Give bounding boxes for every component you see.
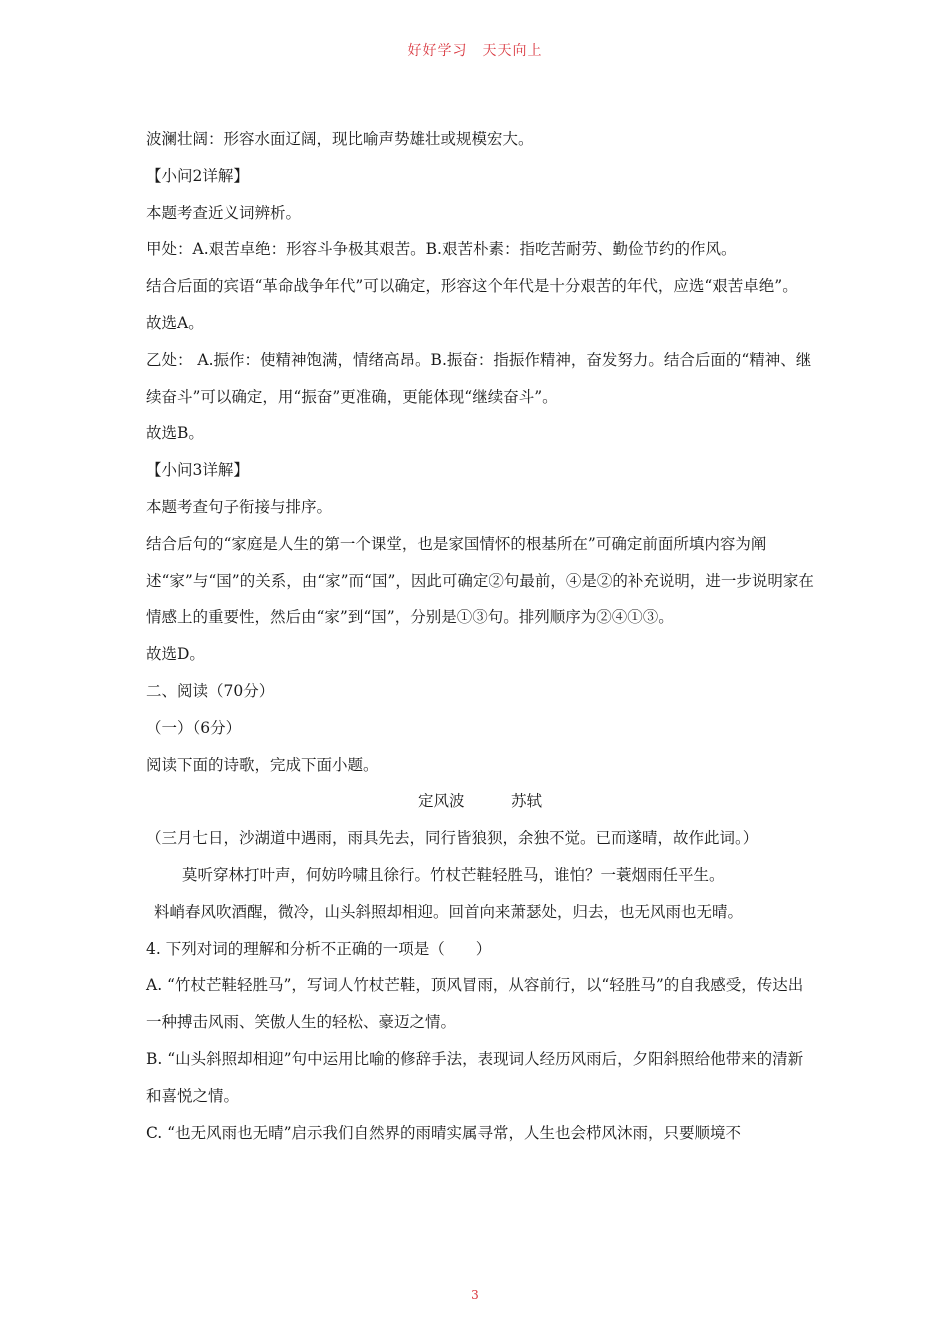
poem-title: 定风波 苏轼 bbox=[417, 792, 542, 811]
question-stem: 4. 下列对词的理解和分析不正确的一项是（ ） bbox=[146, 939, 492, 958]
poem-preface: （三月七日，沙湖道中遇雨，雨具先去，同行皆狼狈，余独不觉。已而遂晴，故作此词。） bbox=[146, 829, 759, 848]
question-option-a: A. “竹杖芒鞋轻胜马”，写词人竹杖芒鞋，顶风冒雨，从容前行，以“轻胜马”的自我感受，传达出一种搏击风雨、笑傲人生的轻松、豪迈之情。 bbox=[146, 976, 804, 1032]
page-header: 好好学习 天天向上 bbox=[407, 43, 543, 59]
answer-line: 故选A。 bbox=[146, 313, 204, 332]
section-heading: 二、阅读（70分） bbox=[146, 681, 275, 700]
section-heading: 【小问3详解】 bbox=[146, 461, 249, 480]
paragraph: 本题考查句子衔接与排序。 bbox=[146, 497, 333, 516]
answer-line: 故选B。 bbox=[146, 424, 204, 443]
page-number: 3 bbox=[471, 1288, 479, 1302]
poem-line: 莫听穿林打叶声，何妨吟啸且徐行。竹杖芒鞋轻胜马，谁怕？一蓑烟雨任平生。 bbox=[182, 865, 725, 884]
paragraph: 甲处：A.艰苦卓绝：形容斗争极其艰苦。B.艰苦朴素：指吃苦耐劳、勤俭节约的作风。 bbox=[146, 240, 737, 259]
paragraph: 结合后句的“家庭是人生的第一个课堂，也是家国情怀的根基所在”可确定前面所填内容为阐述“家”与“国”的关系，由“家”而“国”，因此可确定②句最前，④是②的补充说明，进一步说明家在情感上的重要性，然后由“家”到“国”，分别是①③句。排列顺序为②④①③。 bbox=[146, 534, 814, 627]
paragraph: 乙处： A.振作：使精神饱满，情绪高昂。B.振奋：指振作精神，奋发努力。结合后面的“精神、继续奋斗”可以确定，用“振奋”更准确，更能体现“继续奋斗”。 bbox=[146, 350, 812, 406]
question-option-b: B. “山头斜照却相迎”句中运用比喻的修辞手法，表现词人经历风雨后，夕阳斜照给他带来的清新和喜悦之情。 bbox=[146, 1049, 804, 1105]
answer-line: 故选D。 bbox=[146, 645, 205, 664]
instruction: 阅读下面的诗歌，完成下面小题。 bbox=[146, 755, 379, 774]
paragraph: 波澜壮阔：形容水面辽阔，现比喻声势雄壮或规模宏大。 bbox=[146, 130, 534, 148]
poem-line: 料峭春风吹酒醒，微冷，山头斜照却相迎。回首向来萧瑟处，归去，也无风雨也无晴。 bbox=[154, 902, 744, 921]
paragraph: 本题考查近义词辨析。 bbox=[146, 203, 302, 222]
section-heading: 【小问2详解】 bbox=[146, 166, 249, 185]
question-option-c: C. “也无风雨也无晴”启示我们自然界的雨晴实属寻常，人生也会栉风沐雨，只要顺境不 bbox=[146, 1123, 742, 1142]
paragraph: 结合后面的宾语“革命战争年代”可以确定，形容这个年代是十分艰苦的年代，应选“艰苦卓绝”。 bbox=[146, 277, 798, 296]
subsection-heading: （一）（6分） bbox=[146, 718, 242, 737]
document-body bbox=[146, 121, 814, 1151]
